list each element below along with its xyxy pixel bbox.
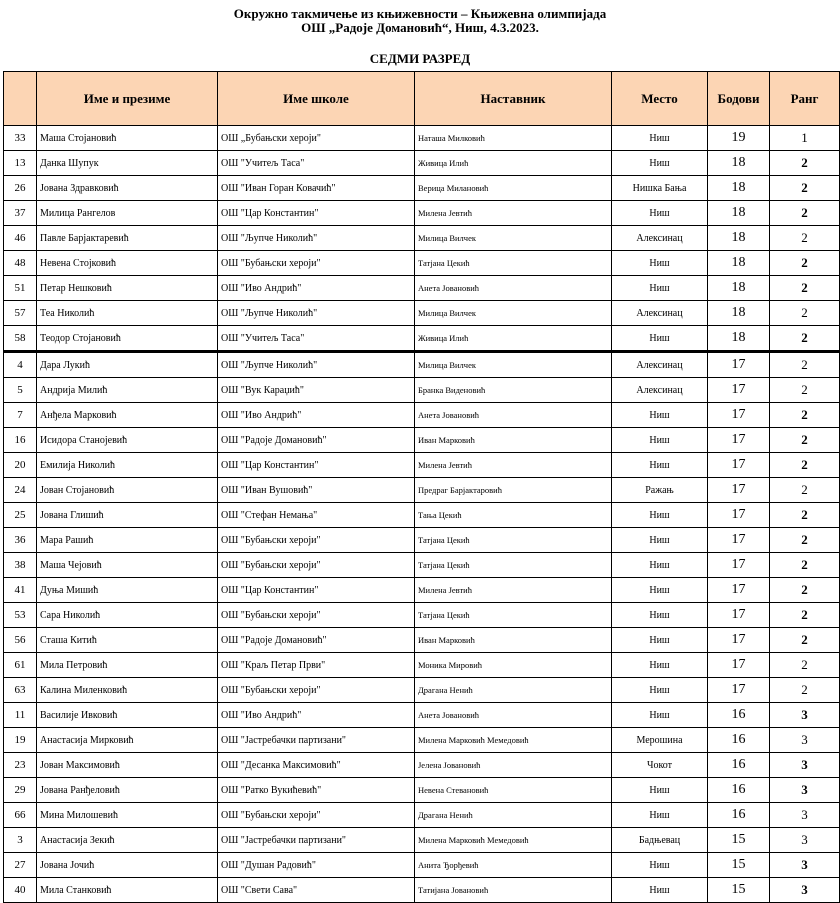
cell-school: ОШ "Иво Андрић" bbox=[218, 403, 415, 428]
cell-teacher: Иван Марковић bbox=[415, 428, 612, 453]
cell-name: Андрија Милић bbox=[37, 378, 218, 403]
cell-id: 25 bbox=[4, 503, 37, 528]
table-row bbox=[4, 628, 840, 653]
cell-id: 7 bbox=[4, 403, 37, 428]
cell-id: 19 bbox=[4, 728, 37, 753]
cell-id: 40 bbox=[4, 878, 37, 903]
cell-name: Маша Чејовић bbox=[37, 553, 218, 578]
cell-points: 18 bbox=[708, 176, 770, 201]
cell-points: 17 bbox=[708, 653, 770, 678]
cell-name: Василије Ивковић bbox=[37, 703, 218, 728]
column-header-teacher: Наставник bbox=[415, 72, 612, 126]
cell-rank: 3 bbox=[770, 778, 840, 803]
cell-id: 20 bbox=[4, 453, 37, 478]
cell-school: ОШ "Јастребачки партизани" bbox=[218, 828, 415, 853]
cell-school: ОШ "Цар Константин" bbox=[218, 201, 415, 226]
cell-school: ОШ "Краљ Петар Први" bbox=[218, 653, 415, 678]
cell-id: 23 bbox=[4, 753, 37, 778]
cell-rank: 2 bbox=[770, 151, 840, 176]
cell-rank: 2 bbox=[770, 301, 840, 326]
table-row bbox=[4, 553, 840, 578]
cell-teacher: Живица Илић bbox=[415, 326, 612, 352]
cell-id: 61 bbox=[4, 653, 37, 678]
cell-name: Емилија Николић bbox=[37, 453, 218, 478]
cell-id: 66 bbox=[4, 803, 37, 828]
cell-rank: 2 bbox=[770, 201, 840, 226]
cell-rank: 2 bbox=[770, 326, 840, 352]
cell-points: 16 bbox=[708, 728, 770, 753]
cell-rank: 3 bbox=[770, 753, 840, 778]
table-row bbox=[4, 578, 840, 603]
cell-teacher: Милена Јевтић bbox=[415, 578, 612, 603]
cell-points: 17 bbox=[708, 578, 770, 603]
cell-teacher: Невена Стевановић bbox=[415, 778, 612, 803]
table-row bbox=[4, 878, 840, 903]
cell-name: Милица Рангелов bbox=[37, 201, 218, 226]
cell-place: Ниш bbox=[612, 678, 708, 703]
table-row bbox=[4, 778, 840, 803]
cell-name: Анастасија Мирковић bbox=[37, 728, 218, 753]
cell-name: Мина Милошевић bbox=[37, 803, 218, 828]
cell-school: ОШ "Иван Горан Ковачић" bbox=[218, 176, 415, 201]
cell-name: Невена Стојковић bbox=[37, 251, 218, 276]
cell-place: Ниш bbox=[612, 553, 708, 578]
table-row bbox=[4, 803, 840, 828]
cell-rank: 3 bbox=[770, 878, 840, 903]
cell-place: Ниш bbox=[612, 603, 708, 628]
cell-school: ОШ "Учитељ Таса" bbox=[218, 326, 415, 352]
cell-points: 17 bbox=[708, 628, 770, 653]
cell-id: 38 bbox=[4, 553, 37, 578]
cell-teacher: Иван Марковић bbox=[415, 628, 612, 653]
cell-id: 3 bbox=[4, 828, 37, 853]
cell-id: 46 bbox=[4, 226, 37, 251]
cell-place: Ниш bbox=[612, 453, 708, 478]
cell-teacher: Татијана Јовановић bbox=[415, 878, 612, 903]
cell-teacher: Живица Илић bbox=[415, 151, 612, 176]
cell-rank: 2 bbox=[770, 428, 840, 453]
cell-id: 56 bbox=[4, 628, 37, 653]
cell-place: Алексинац bbox=[612, 226, 708, 251]
cell-name: Анђела Марковић bbox=[37, 403, 218, 428]
table-body bbox=[4, 126, 840, 903]
cell-teacher: Анета Јовановић bbox=[415, 703, 612, 728]
cell-name: Исидора Станојевић bbox=[37, 428, 218, 453]
column-header-place: Место bbox=[612, 72, 708, 126]
table-row bbox=[4, 226, 840, 251]
cell-id: 27 bbox=[4, 853, 37, 878]
cell-school: ОШ "Ратко Вукићевић" bbox=[218, 778, 415, 803]
table-row bbox=[4, 828, 840, 853]
cell-name: Јована Глишић bbox=[37, 503, 218, 528]
cell-rank: 2 bbox=[770, 226, 840, 251]
cell-points: 17 bbox=[708, 378, 770, 403]
cell-place: Ниш bbox=[612, 528, 708, 553]
table-row bbox=[4, 378, 840, 403]
table-row bbox=[4, 301, 840, 326]
cell-place: Ниш bbox=[612, 653, 708, 678]
cell-points: 18 bbox=[708, 276, 770, 301]
cell-school: ОШ "Љупче Николић" bbox=[218, 301, 415, 326]
cell-teacher: Милена Марковић Мемедовић bbox=[415, 728, 612, 753]
cell-place: Ниш bbox=[612, 251, 708, 276]
cell-rank: 2 bbox=[770, 352, 840, 378]
cell-school: ОШ "Бубањски хероји" bbox=[218, 803, 415, 828]
cell-points: 17 bbox=[708, 428, 770, 453]
cell-school: ОШ "Јастребачки партизани" bbox=[218, 728, 415, 753]
cell-teacher: Милена Јевтић bbox=[415, 453, 612, 478]
cell-school: ОШ "Иво Андрић" bbox=[218, 703, 415, 728]
cell-name: Маша Стојановић bbox=[37, 126, 218, 151]
cell-school: ОШ "Десанка Максимовић" bbox=[218, 753, 415, 778]
table-row bbox=[4, 251, 840, 276]
cell-name: Теа Николић bbox=[37, 301, 218, 326]
cell-teacher: Милица Вилчек bbox=[415, 301, 612, 326]
cell-place: Ниш bbox=[612, 403, 708, 428]
cell-teacher: Наташа Милковић bbox=[415, 126, 612, 151]
cell-points: 16 bbox=[708, 753, 770, 778]
table-row bbox=[4, 503, 840, 528]
cell-name: Мила Петровић bbox=[37, 653, 218, 678]
cell-rank: 2 bbox=[770, 553, 840, 578]
table-row bbox=[4, 603, 840, 628]
cell-points: 16 bbox=[708, 803, 770, 828]
column-header-rank: Ранг bbox=[770, 72, 840, 126]
cell-id: 36 bbox=[4, 528, 37, 553]
cell-place: Ниш bbox=[612, 201, 708, 226]
cell-points: 17 bbox=[708, 553, 770, 578]
cell-points: 17 bbox=[708, 478, 770, 503]
cell-points: 16 bbox=[708, 703, 770, 728]
cell-teacher: Милена Марковић Мемедовић bbox=[415, 828, 612, 853]
cell-points: 18 bbox=[708, 326, 770, 352]
cell-school: ОШ "Бубањски хероји" bbox=[218, 251, 415, 276]
cell-name: Калина Миленковић bbox=[37, 678, 218, 703]
table-row bbox=[4, 176, 840, 201]
cell-place: Нишка Бања bbox=[612, 176, 708, 201]
cell-teacher: Драгана Ненић bbox=[415, 678, 612, 703]
cell-id: 5 bbox=[4, 378, 37, 403]
cell-teacher: Татјана Цекић bbox=[415, 553, 612, 578]
table-row bbox=[4, 428, 840, 453]
cell-school: ОШ "Цар Константин" bbox=[218, 453, 415, 478]
cell-rank: 3 bbox=[770, 728, 840, 753]
cell-name: Данка Шупук bbox=[37, 151, 218, 176]
cell-rank: 2 bbox=[770, 528, 840, 553]
cell-school: ОШ "Бубањски хероји" bbox=[218, 678, 415, 703]
cell-place: Алексинац bbox=[612, 352, 708, 378]
cell-place: Ниш bbox=[612, 428, 708, 453]
table-row bbox=[4, 753, 840, 778]
cell-id: 33 bbox=[4, 126, 37, 151]
table-header-row bbox=[4, 72, 840, 126]
cell-points: 16 bbox=[708, 778, 770, 803]
cell-name: Дара Лукић bbox=[37, 352, 218, 378]
table-row bbox=[4, 653, 840, 678]
cell-teacher: Анета Јовановић bbox=[415, 276, 612, 301]
cell-points: 15 bbox=[708, 828, 770, 853]
cell-school: ОШ „Бубањски хероји" bbox=[218, 126, 415, 151]
cell-school: ОШ "Иван Вушовић" bbox=[218, 478, 415, 503]
cell-school: ОШ "Љупче Николић" bbox=[218, 352, 415, 378]
cell-id: 51 bbox=[4, 276, 37, 301]
cell-points: 19 bbox=[708, 126, 770, 151]
cell-place: Мерошина bbox=[612, 728, 708, 753]
cell-rank: 3 bbox=[770, 703, 840, 728]
cell-teacher: Анета Јовановић bbox=[415, 403, 612, 428]
cell-rank: 1 bbox=[770, 126, 840, 151]
cell-rank: 2 bbox=[770, 378, 840, 403]
cell-id: 26 bbox=[4, 176, 37, 201]
cell-place: Ниш bbox=[612, 628, 708, 653]
cell-id: 48 bbox=[4, 251, 37, 276]
cell-place: Ниш bbox=[612, 276, 708, 301]
column-header-school: Име школе bbox=[218, 72, 415, 126]
table-row bbox=[4, 326, 840, 352]
cell-rank: 2 bbox=[770, 678, 840, 703]
cell-name: Јован Стојановић bbox=[37, 478, 218, 503]
cell-name: Јован Максимовић bbox=[37, 753, 218, 778]
cell-points: 17 bbox=[708, 453, 770, 478]
table-row bbox=[4, 728, 840, 753]
cell-rank: 2 bbox=[770, 478, 840, 503]
cell-id: 11 bbox=[4, 703, 37, 728]
cell-points: 18 bbox=[708, 151, 770, 176]
table-row bbox=[4, 703, 840, 728]
cell-teacher: Татјана Цекић bbox=[415, 251, 612, 276]
results-table bbox=[3, 71, 840, 903]
cell-points: 17 bbox=[708, 352, 770, 378]
table-row bbox=[4, 276, 840, 301]
cell-name: Јована Здравковић bbox=[37, 176, 218, 201]
column-header-id bbox=[4, 72, 37, 126]
cell-id: 63 bbox=[4, 678, 37, 703]
cell-rank: 2 bbox=[770, 503, 840, 528]
cell-points: 15 bbox=[708, 853, 770, 878]
cell-name: Мила Станковић bbox=[37, 878, 218, 903]
cell-teacher: Предраг Барјактаровић bbox=[415, 478, 612, 503]
cell-id: 58 bbox=[4, 326, 37, 352]
cell-rank: 2 bbox=[770, 403, 840, 428]
cell-id: 13 bbox=[4, 151, 37, 176]
cell-rank: 3 bbox=[770, 853, 840, 878]
cell-rank: 2 bbox=[770, 628, 840, 653]
document-subtitle: ОШ „Радоје Домановић“, Ниш, 4.3.2023. bbox=[301, 20, 539, 35]
cell-rank: 2 bbox=[770, 176, 840, 201]
cell-teacher: Моника Мировић bbox=[415, 653, 612, 678]
cell-place: Чокот bbox=[612, 753, 708, 778]
cell-id: 29 bbox=[4, 778, 37, 803]
table-row bbox=[4, 853, 840, 878]
cell-teacher: Драгана Ненић bbox=[415, 803, 612, 828]
cell-id: 53 bbox=[4, 603, 37, 628]
cell-school: ОШ "Бубањски хероји" bbox=[218, 603, 415, 628]
cell-id: 16 bbox=[4, 428, 37, 453]
cell-rank: 2 bbox=[770, 453, 840, 478]
cell-teacher: Милица Вилчек bbox=[415, 226, 612, 251]
cell-school: ОШ "Учитељ Таса" bbox=[218, 151, 415, 176]
table-row bbox=[4, 352, 840, 378]
cell-rank: 2 bbox=[770, 653, 840, 678]
cell-school: ОШ "Стефан Немања" bbox=[218, 503, 415, 528]
cell-teacher: Татјана Цекић bbox=[415, 528, 612, 553]
cell-place: Ниш bbox=[612, 878, 708, 903]
column-header-points: Бодови bbox=[708, 72, 770, 126]
table-row bbox=[4, 126, 840, 151]
table-row bbox=[4, 201, 840, 226]
cell-place: Ниш bbox=[612, 853, 708, 878]
cell-place: Ниш bbox=[612, 578, 708, 603]
cell-teacher: Јелена Јовановић bbox=[415, 753, 612, 778]
cell-points: 17 bbox=[708, 603, 770, 628]
column-header-name: Име и презиме bbox=[37, 72, 218, 126]
cell-rank: 3 bbox=[770, 828, 840, 853]
cell-school: ОШ "Иво Андрић" bbox=[218, 276, 415, 301]
cell-place: Ниш bbox=[612, 126, 708, 151]
cell-school: ОШ "Душан Радовић" bbox=[218, 853, 415, 878]
table-row bbox=[4, 478, 840, 503]
cell-rank: 2 bbox=[770, 578, 840, 603]
cell-points: 18 bbox=[708, 251, 770, 276]
document-title: Окружно такмичење из књижевности – Књижевна олимпијада bbox=[233, 6, 607, 21]
cell-teacher: Милица Вилчек bbox=[415, 352, 612, 378]
cell-rank: 2 bbox=[770, 251, 840, 276]
grade-heading: СЕДМИ РАЗРЕД bbox=[369, 51, 471, 66]
table-row bbox=[4, 151, 840, 176]
cell-id: 41 bbox=[4, 578, 37, 603]
cell-name: Сара Николић bbox=[37, 603, 218, 628]
cell-id: 37 bbox=[4, 201, 37, 226]
cell-place: Ниш bbox=[612, 503, 708, 528]
cell-place: Бадњевац bbox=[612, 828, 708, 853]
table-row bbox=[4, 453, 840, 478]
cell-name: Анастасија Зекић bbox=[37, 828, 218, 853]
cell-teacher: Тања Цекић bbox=[415, 503, 612, 528]
table-row bbox=[4, 678, 840, 703]
cell-place: Алексинац bbox=[612, 301, 708, 326]
table-row bbox=[4, 403, 840, 428]
cell-points: 17 bbox=[708, 403, 770, 428]
cell-name: Дуња Мишић bbox=[37, 578, 218, 603]
cell-place: Ниш bbox=[612, 326, 708, 352]
cell-rank: 2 bbox=[770, 276, 840, 301]
cell-school: ОШ "Радоје Домановић" bbox=[218, 628, 415, 653]
cell-points: 18 bbox=[708, 226, 770, 251]
cell-teacher: Милена Јевтић bbox=[415, 201, 612, 226]
cell-name: Мара Рашић bbox=[37, 528, 218, 553]
cell-points: 17 bbox=[708, 678, 770, 703]
cell-name: Сташа Китић bbox=[37, 628, 218, 653]
cell-points: 18 bbox=[708, 301, 770, 326]
cell-teacher: Бранка Виденовић bbox=[415, 378, 612, 403]
cell-teacher: Анита Ђорђевић bbox=[415, 853, 612, 878]
cell-place: Ниш bbox=[612, 778, 708, 803]
cell-points: 17 bbox=[708, 528, 770, 553]
cell-place: Ниш bbox=[612, 803, 708, 828]
cell-place: Алексинац bbox=[612, 378, 708, 403]
cell-school: ОШ "Бубањски хероји" bbox=[218, 553, 415, 578]
cell-school: ОШ "Радоје Домановић" bbox=[218, 428, 415, 453]
cell-points: 15 bbox=[708, 878, 770, 903]
cell-place: Ражањ bbox=[612, 478, 708, 503]
cell-id: 24 bbox=[4, 478, 37, 503]
cell-name: Павле Барјактаревић bbox=[37, 226, 218, 251]
cell-school: ОШ "Бубањски хероји" bbox=[218, 528, 415, 553]
cell-name: Јована Ранђеловић bbox=[37, 778, 218, 803]
cell-points: 17 bbox=[708, 503, 770, 528]
cell-school: ОШ "Љупче Николић" bbox=[218, 226, 415, 251]
cell-points: 18 bbox=[708, 201, 770, 226]
cell-teacher: Верица Милановић bbox=[415, 176, 612, 201]
cell-rank: 2 bbox=[770, 603, 840, 628]
cell-place: Ниш bbox=[612, 703, 708, 728]
cell-name: Јована Јочић bbox=[37, 853, 218, 878]
cell-id: 4 bbox=[4, 352, 37, 378]
cell-id: 57 bbox=[4, 301, 37, 326]
cell-school: ОШ "Свети Сава" bbox=[218, 878, 415, 903]
table-row bbox=[4, 528, 840, 553]
cell-school: ОШ "Цар Константин" bbox=[218, 578, 415, 603]
cell-rank: 3 bbox=[770, 803, 840, 828]
cell-school: ОШ "Вук Караџић" bbox=[218, 378, 415, 403]
cell-place: Ниш bbox=[612, 151, 708, 176]
cell-teacher: Татјана Цекић bbox=[415, 603, 612, 628]
cell-name: Теодор Стојановић bbox=[37, 326, 218, 352]
cell-name: Петар Нешковић bbox=[37, 276, 218, 301]
